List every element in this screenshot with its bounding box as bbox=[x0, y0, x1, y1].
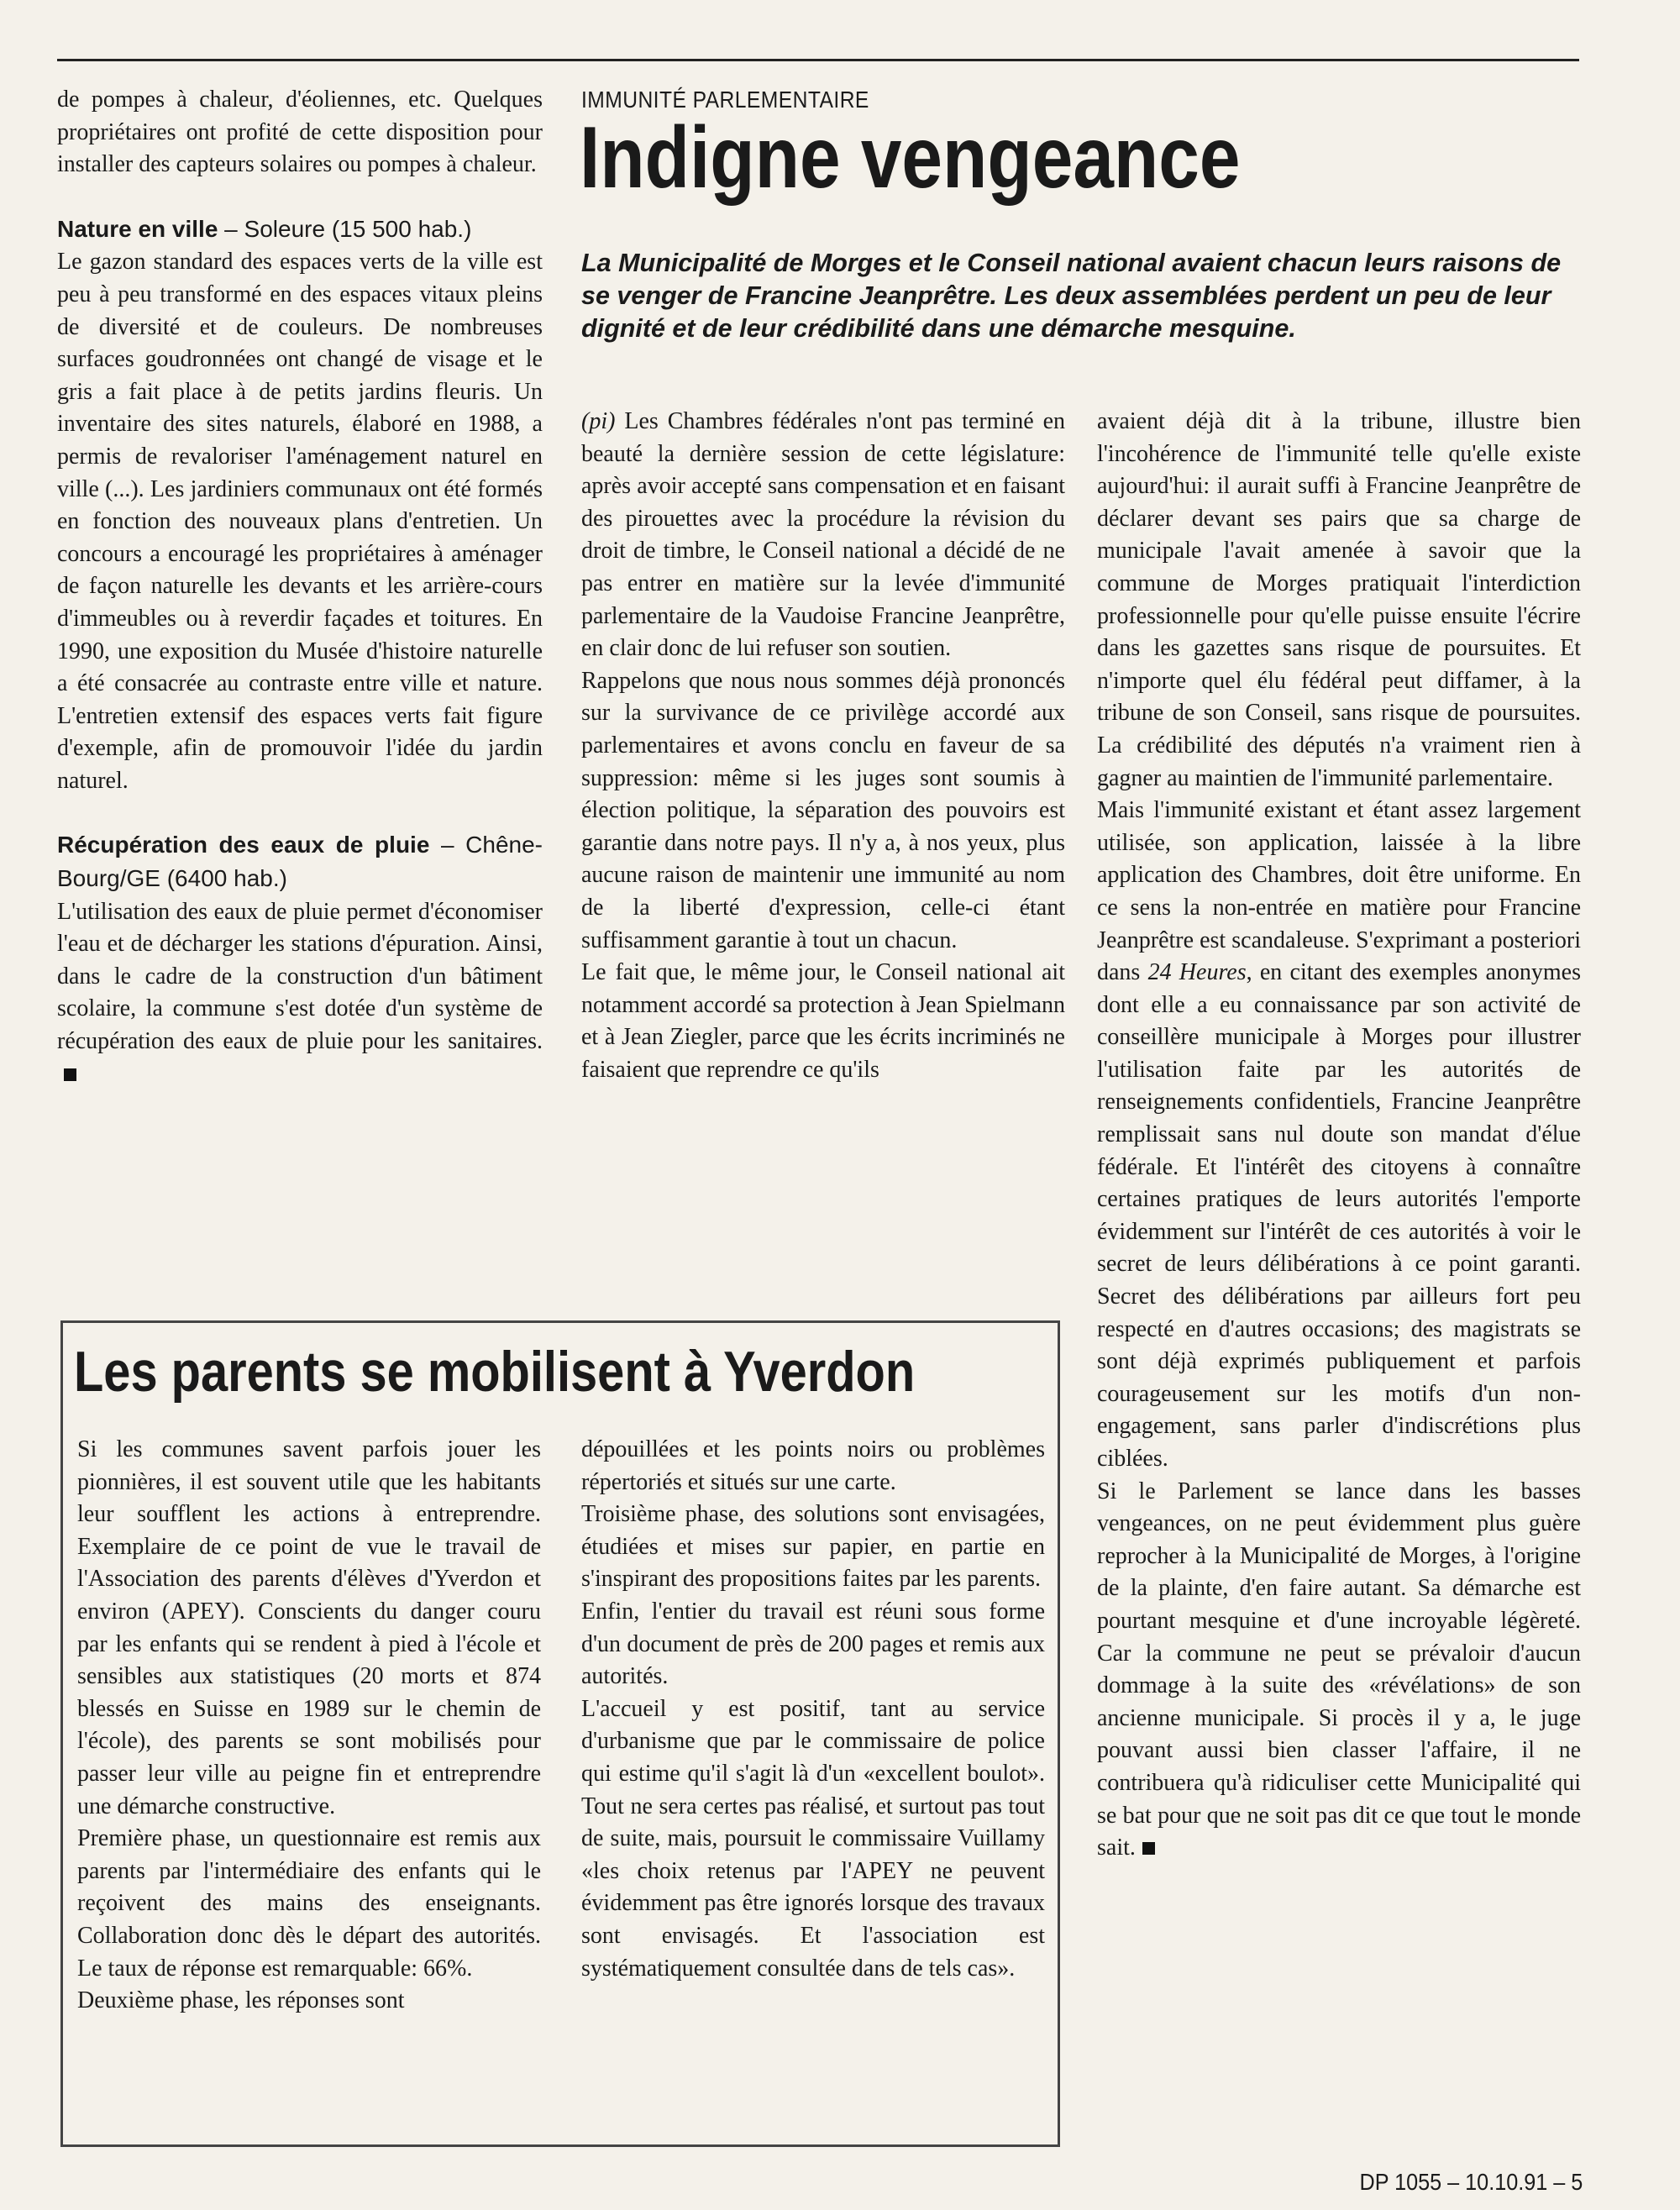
article-paragraph-2: Rappelons que nous nous sommes déjà prononcés sur la survivance de ce privilège accordé aux parlementaires et avons conclu en faveur de sa suppression: même si les juges sont soumis à élection politique, la séparation des pouvoirs est garantie dans notre pays. Il n'y a, à nos yeux, plus aucune raison de maintenir une immunité au nom de la liberté d'expression, celle-ci étant suffisamment garantie à tout un chacun. bbox=[581, 667, 1065, 953]
article-column-2 bbox=[1097, 406, 1581, 1865]
box-paragraph-7: L'accueil y est positif, tant au service d'urbanisme que par le commissaire de police qui estime qu'il s'agit là d'un «excellent boulot». Tout ne sera certes pas réalisé, et surtout pas tout de suite, mais, poursuit le commissaire Vuillamy «les choix retenus par l'APEY ne peuvent évidemment pas être ignorés lorsque des travaux sont envisagés. Et l'association est systématiquement consultée dans de tels cas». bbox=[581, 1695, 1045, 1982]
box-paragraph-5: Troisième phase, des solutions sont envisagées, étudiées et mises sur papier, en partie en s'inspirant des propositions faites par les parents. bbox=[581, 1501, 1045, 1593]
box-paragraph-2: Première phase, un questionnaire est remis aux parents par l'intermédiaire des enfants qui le reçoivent des mains des enseignants. Collaboration donc dès le départ des autorités. Le taux de réponse est remarquable: 66%. bbox=[77, 1825, 541, 1982]
paragraph-text: Mais l'immunité existant et étant assez largement utilisée, son application, laissée à la libre application des Chambres, doit être uniforme. En ce sens la non-entrée en matière pour Francine Jeanprêtre est scandaleuse. S'exprimant a posteriori dans bbox=[1097, 797, 1581, 986]
box-column-1 bbox=[77, 1434, 541, 2018]
box-paragraph-1: Si les communes savent parfois jouer les pionnières, il est souvent utile que les habitants leur soufflent les actions à entreprendre. Exemplaire de ce point de vue le travail de l'Association des parents d'élèves d'Yverdon et environ (APEY). Conscients du danger couru par les enfants qui se rendent à pied à l'école et sensibles aux statistiques (20 morts et 874 blessés en Suisse en 1989 sur le chemin de l'école), des parents se sont mobilisés pour passer leur ville au peigne fin et entreprendre une démarche constructive. bbox=[77, 1436, 541, 1819]
article-paragraph-3: Le fait que, le même jour, le Conseil national ait notamment accordé sa protection à Jean Spielmann et à Jean Ziegler, parce que les écrits incriminés ne faisaient que reprendre ce qu'ils bbox=[581, 959, 1065, 1083]
box-paragraph-3: Deuxième phase, les réponses sont bbox=[77, 1987, 405, 2014]
article-kicker: IMMUNITÉ PARLEMENTAIRE bbox=[581, 87, 869, 113]
top-rule bbox=[57, 59, 1579, 61]
article-paragraph-6 bbox=[1097, 1476, 1581, 1865]
section-recuperation-eaux bbox=[57, 829, 543, 1090]
article-column-1 bbox=[581, 406, 1065, 1086]
section-heading: Récupération des eaux de pluie bbox=[57, 832, 430, 858]
paragraph-text: Les Chambres fédérales n'ont pas terminé en beauté la dernière session de cette législature: après avoir accepté sans compensation et en faisant des pirouettes avec la procédure la révision du droit de timbre, le Conseil national a décidé de ne pas entrer en matière sur la levée d'immunité parlementaire de la Vaudoise Francine Jeanprêtre, en clair donc de lui refuser son soutien. bbox=[581, 408, 1065, 662]
box-column-2 bbox=[581, 1434, 1045, 1985]
section-nature-en-ville bbox=[57, 213, 543, 798]
article-paragraph-1 bbox=[581, 406, 1065, 665]
page-footer: DP 1055 – 10.10.91 – 5 bbox=[1359, 2169, 1583, 2195]
section-place: – Soleure (15 500 hab.) bbox=[218, 215, 472, 242]
box-title: Les parents se mobilisent à Yverdon bbox=[74, 1340, 916, 1404]
section-heading: Nature en ville bbox=[57, 215, 218, 242]
box-paragraph-4: dépouillées et les points noirs ou problèmes répertoriés et situés sur une carte. bbox=[581, 1436, 1045, 1495]
article-headline: Indigne vengeance bbox=[580, 109, 1241, 207]
paragraph-text: , en citant des exemples anonymes dont elle a eu connaissance par son activité de conseillère municipale à Morges pour illustrer l'utilisation faite par les autorités de renseignements confidentiels, Francine Jeanprêtre remplissait sans nul doute son mandat d'élue fédérale. Et l'intérêt des citoyens à connaître certaines pratiques de leurs autorités l'emporte évidemment sur l'intérêt de ces autorités à voir le secret de leurs délibérations à ce point garanti. Secret des délibérations par ailleurs fort peu respecté en d'autres occasions; des magistrats se sont déjà exprimés publiquement et parfois courageusement sur les motifs d'un non-engagement, sans parler d'indiscrétions plus ciblées. bbox=[1097, 959, 1581, 1472]
article-lede: La Municipalité de Morges et le Conseil national avaient chacun leurs raisons de se venger de Francine Jeanprêtre. Les deux assemblées perdent un peu de leur dignité et de leur crédibilité dans une démarche mesquine. bbox=[581, 249, 1562, 343]
newspaper-name: 24 Heures bbox=[1147, 959, 1247, 986]
left-intro-paragraph: de pompes à chaleur, d'éoliennes, etc. Quelques propriétaires ont profité de cette disposition pour installer des capteurs solaires ou pompes à chaleur. bbox=[57, 87, 543, 178]
end-mark-icon bbox=[1142, 1842, 1155, 1855]
section-text: L'utilisation des eaux de pluie permet d'économiser l'eau et de décharger les stations d'épuration. Ainsi, dans le cadre de la construction d'un bâtiment scolaire, la commune s'est dotée d'un système de récupération des eaux de pluie pour les sanitaires. bbox=[57, 898, 543, 1055]
section-text: Le gazon standard des espaces verts de la ville est peu à peu transformé en des espaces vitaux pleins de diversité et de couleurs. De nombreuses surfaces goudronnées ont changé de visage et le gris a fait place à de petits jardins fleuris. Un inventaire des sites naturels, élaboré en 1988, a permis de revaloriser l'aménagement naturel en ville (...). Les jardiniers communaux ont été formés en fonction des nouveaux plans d'entretien. Un concours a encouragé les propriétaires à aménager de façon naturelle les devants et les arrière-cours d'immeubles ou à reverdir façades et toitures. En 1990, une exposition du Musée d'histoire naturelle a été consacrée au contraste entre ville et nature. L'entretien extensif des espaces verts fait figure d'exemple, afin de promouvoir l'idée du jardin naturel. bbox=[57, 249, 543, 794]
left-column bbox=[57, 84, 543, 1090]
box-paragraph-6: Enfin, l'entier du travail est réuni sous forme d'un document de près de 200 pages et remis aux autorités. bbox=[581, 1598, 1045, 1690]
paragraph-text: Si le Parlement se lance dans les basses vengeances, on ne peut évidemment plus guère reprocher à la Municipalité de Morges, à l'origine de la plainte, d'en faire autant. Sa démarche est pourtant mesquine et d'une incroyable légèreté. Car la commune ne peut se prévaloir d'aucun dommage à la suite des «révélations» de son ancienne municipale. Si procès il y a, le juge pouvant aussi bien classer l'affaire, il ne contribuera qu'à ridiculiser cette Municipalité qui se bat pour que ne soit pas dit ce que tout le monde sait. bbox=[1097, 1478, 1581, 1861]
article-paragraph-5 bbox=[1097, 795, 1581, 1475]
byline: (pi) bbox=[581, 408, 616, 434]
article-paragraph-4: avaient déjà dit à la tribune, illustre bien l'incohérence de l'immunité telle qu'elle existe aujourd'hui: il aurait suffi à Francine Jeanprêtre de déclarer devant ses pairs que sa charge de municipale l'avait amenée à savoir que la commune de Morges pratiquait l'interdiction professionnelle pour qu'elle puisse ensuite l'écrire dans les gazettes sans risque de poursuites. Et n'importe quel élu fédéral peut diffamer, à la tribune de son Conseil, sans risque de poursuites. La crédibilité des députés n'a vraiment rien à gagner au maintien de l'immunité parlementaire. bbox=[1097, 408, 1581, 791]
end-mark-icon bbox=[64, 1068, 76, 1081]
section-place: – Chêne-Bourg/GE (6400 hab.) bbox=[57, 832, 543, 892]
